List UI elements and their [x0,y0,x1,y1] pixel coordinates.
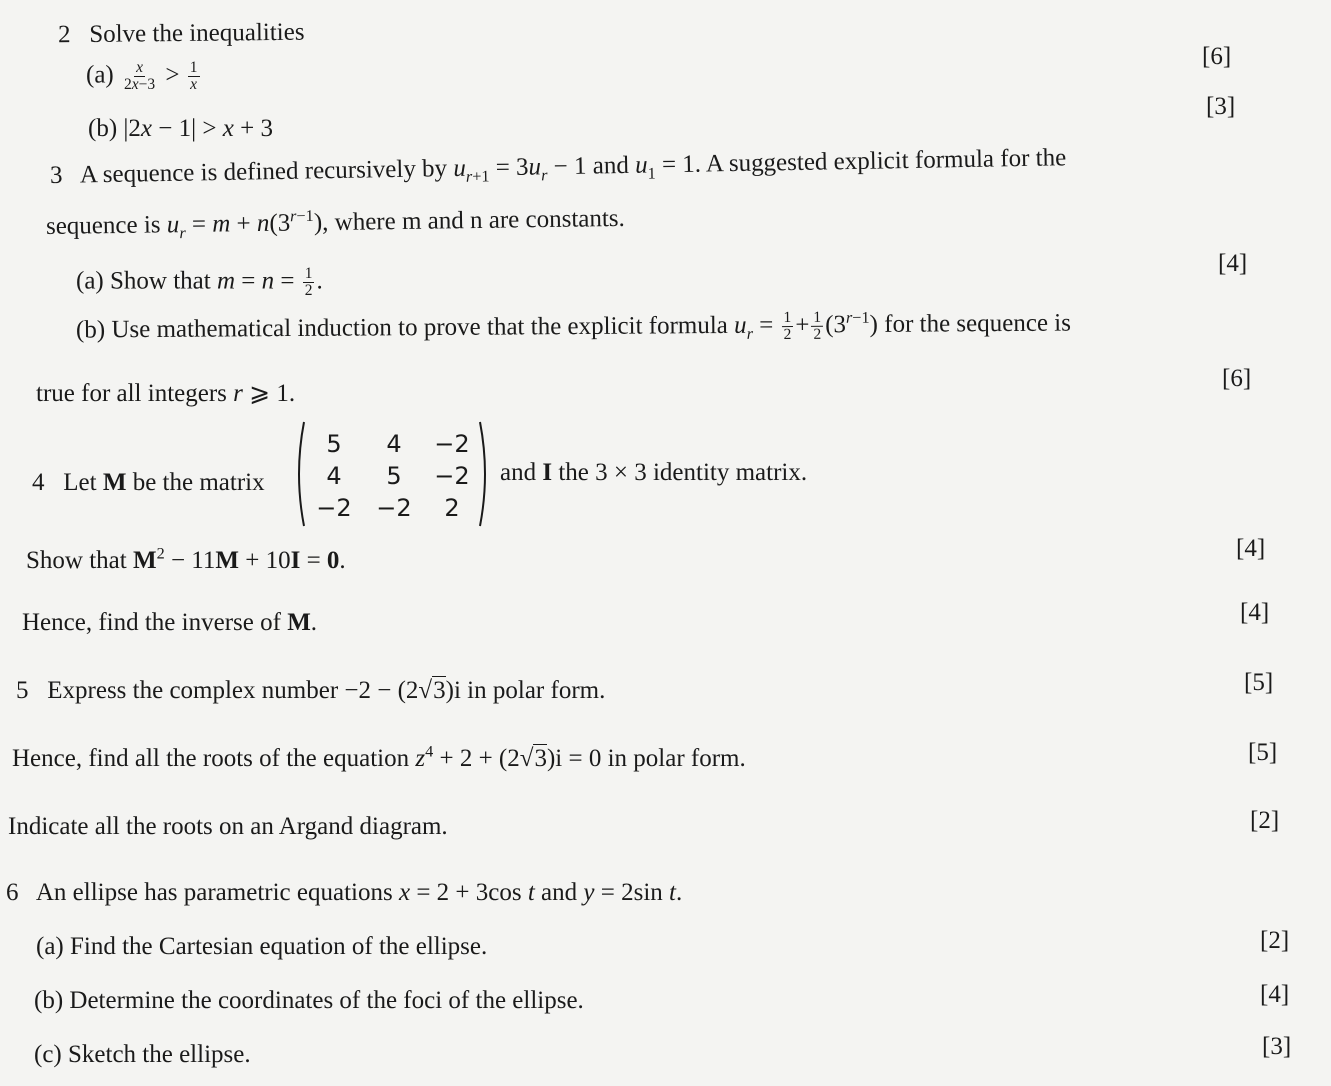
q2a-fraction-right: $\frac{1}{x}$ [189,59,198,94]
q5-number: 5 [16,677,29,704]
q3a-label: (a) Show that [76,267,211,295]
q3-line1-and: and [592,151,630,180]
q3b-fraction-1: $\frac{1}{2}$ [783,309,792,344]
q3a-marks: [4] [1218,250,1248,277]
q5-line2-text: Hence, find all the roots of the equation [12,745,410,772]
matrix-cell: 5 [326,430,342,458]
q5-line1: 5 Express the complex number −2 − (2√3)i in polar form. [16,677,606,704]
q3b-fraction-2: $\frac{1}{2}$ [813,308,822,344]
q4-hence-line: Hence, find the inverse of M. [22,609,318,636]
q5-line3-marks: [2] [1250,807,1280,834]
matrix-cell: −2 [434,430,470,458]
q5-line2: Hence, find all the roots of the equation $z^4 + 2 + (2√3)i = 0$ in polar form. [12,742,746,772]
q6a-line: (a) Find the Cartesian equation of the ellipse. [36,933,488,960]
q3-line2-text: sequence is [45,211,161,240]
q2b-line: (b) |2x − 1| > x + 3 [88,115,273,142]
matrix-m [292,420,492,528]
q3-line2-tail: , where m and n are constants. [321,204,626,237]
q5-line1-marks: [5] [1244,669,1274,696]
q4-intro-text: be the matrix [132,469,265,496]
q6c-marks: [3] [1262,1033,1292,1060]
matrix-grid [306,428,478,524]
q3a-fraction: $\frac{1}{2}$ [304,265,313,300]
matrix-right-paren [478,420,492,528]
q6-stem-and: and [541,879,578,906]
matrix-cell: −2 [376,494,412,522]
q2a-marks: [6] [1202,43,1232,70]
q6-stem: 6 An ellipse has parametric equations x = 2 + 3cos t and y = 2sin t. [6,879,683,906]
matrix-cell: 4 [386,430,402,458]
q2-number: 2 [57,21,71,49]
q3-line2: sequence is $u_r = m + n(3^{r-1})$, where m and n are constants. [45,204,626,243]
q2-stem-text: Solve the inequalities [89,18,305,48]
q3b-tail: for the sequence is [884,309,1072,338]
q6-number: 6 [6,879,19,906]
q3-line1-text: A sequence is defined recursively by [79,155,448,189]
q3-number: 3 [49,161,63,189]
q2a-line: (a) $\frac{x}{2x-3}$ > $\frac{1}{x}$ [86,59,198,94]
q3b-label: (b) Use mathematical induction to prove that the explicit formula [75,311,728,344]
q3b-cont-text: true for all integers [36,380,227,407]
q3b-line: (b) Use mathematical induction to prove that the explicit formula $u_r$ = $\frac{1}{2}$ + $\frac{1}{2}$ $(3^{r-1})$ for the sequence is [75,308,1072,344]
q4-show-line: Show that $M^2 - 11M + 10I = 0$. [26,544,346,574]
matrix-left-paren [292,420,306,528]
q3b-marks: [6] [1222,365,1252,392]
matrix-cell: 2 [444,494,460,522]
matrix-cell: −2 [434,462,470,490]
q2b-marks: [3] [1206,93,1236,120]
q6c-line: (c) Sketch the ellipse. [34,1041,251,1068]
q4-show-marks: [4] [1236,535,1266,562]
q3b-cont: true for all integers r ⩾ 1. [36,380,296,407]
q4-and: and [500,459,537,486]
matrix-cell: −2 [316,494,352,522]
q6b-marks: [4] [1260,981,1290,1008]
q4-intro-let: Let [63,469,97,496]
q2-stem [58,20,305,48]
q4-hence-marks: [4] [1240,599,1270,626]
q5-line3: Indicate all the roots on an Argand diagram. [8,813,448,840]
q3a-line: (a) Show that m = n = $\frac{1}{2}$ . [76,265,323,300]
q2b-label: (b) [88,115,118,142]
q5-line2-marks: [5] [1248,739,1278,766]
q6-stem-text: An ellipse has parametric equations [35,879,393,906]
q2a-label: (a) [86,61,114,89]
q3-line1: 3 A sequence is defined recursively by $u_{r+1} = 3u_r - 1$ and $u_1 = 1$. A suggested explicit formula for the [49,144,1067,189]
q5-line1-text: Express the complex number [47,677,339,704]
q4-number: 4 [32,469,45,496]
q4-show-text: Show that [26,547,127,574]
q6a-marks: [2] [1260,927,1290,954]
matrix-cell: 4 [326,462,342,490]
q4-after-matrix: and I the 3 × 3 identity matrix. [500,459,808,486]
q5-line1-tail: i in polar form. [453,677,606,704]
q6b-line: (b) Determine the coordinates of the foci of the ellipse. [34,987,584,1014]
q2a-fraction-left: $\frac{x}{2x-3}$ [124,59,156,94]
q4-hence-text: Hence, find the inverse of [22,609,281,636]
q3-line1-tail: . A suggested explicit formula for the [694,144,1067,178]
q4-intro: 4 Let M be the matrix [32,469,265,496]
matrix-cell: 5 [386,462,402,490]
q4-identity-text: the 3 × 3 identity matrix. [558,459,808,486]
q5-line2-tail: in polar form. [607,745,746,772]
